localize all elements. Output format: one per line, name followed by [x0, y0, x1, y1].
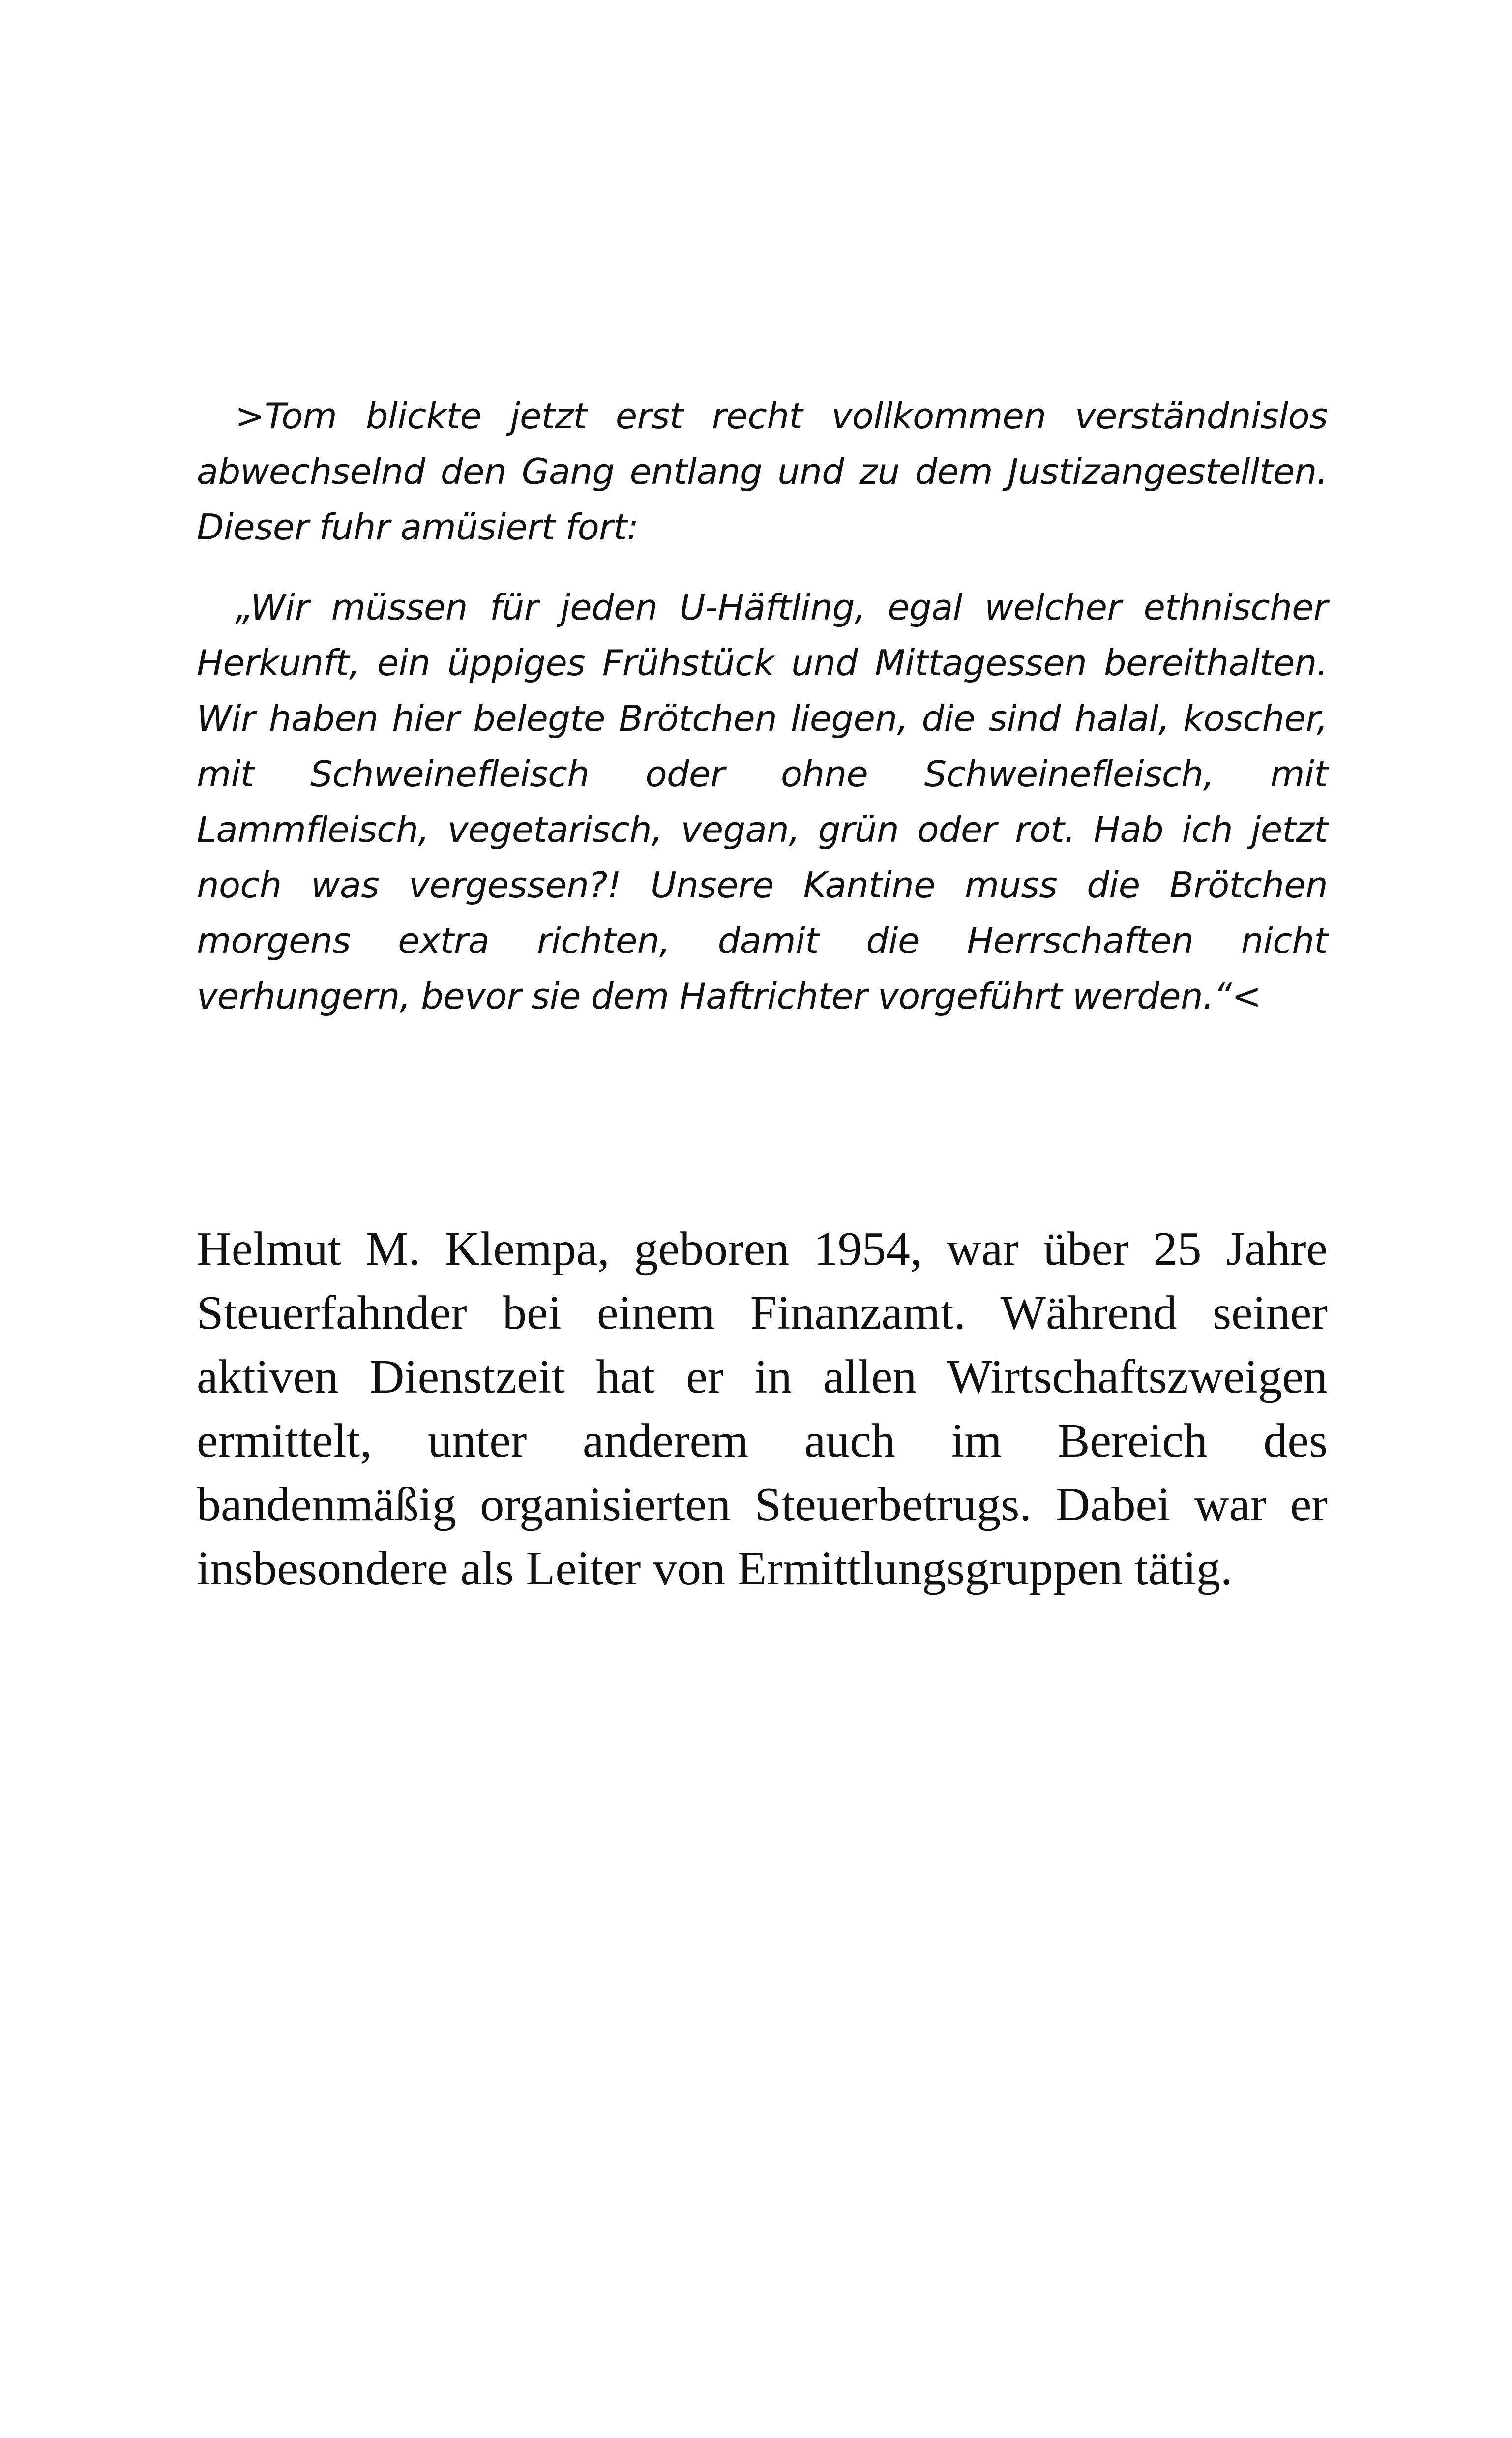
book-excerpt — [197, 388, 1328, 1024]
author-bio: Helmut M. Klempa, geboren 1954, war über 25 Jahre Steuerfahnder bei einem Finanzamt. Während seiner aktiven Dienstzeit hat er in allen Wirtschaftszweigen ermittelt, unter anderem auch im Bereich des bandenmäßig organisierten Steuerbetrugs. Dabei war er insbesondere als Leiter von Ermittlungsgruppen tätig. — [197, 1222, 1328, 1595]
excerpt-paragraph-1: >Tom blickte jetzt erst recht vollkommen verständnislos abwechselnd den Gang entlang und zu dem Justizangestellten. Dieser fuhr amüsiert fort: — [197, 395, 1328, 548]
excerpt-paragraph-2: „Wir müssen für jeden U-Häftling, egal welcher ethnischer Herkunft, ein üppiges Frühstück und Mittagessen bereithalten. Wir haben hier belegte Brötchen liegen, die sind halal, koscher, mit Schweinefleisch oder ohne Schweinefleisch, mit Lammfleisch, vegetarisch, vegan, grün oder rot. Hab ich jetzt noch was vergessen?! Unsere Kantine muss die Brötchen morgens extra richten, damit die Herrschaften nicht verhungern, bevor sie dem Haftrichter vorgeführt werden.“< — [197, 587, 1328, 1017]
